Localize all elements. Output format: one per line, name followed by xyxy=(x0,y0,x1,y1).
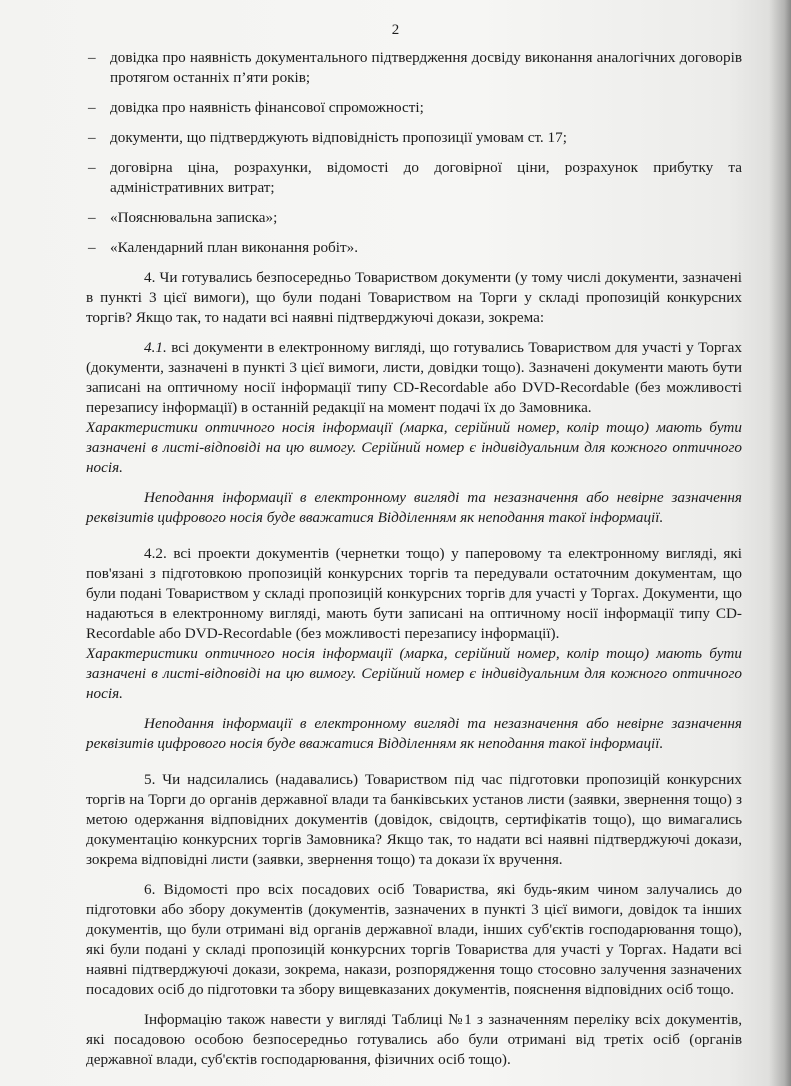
page-number: 2 xyxy=(391,22,400,38)
paragraph-4-2-warning: Неподання інформації в електронному вигляді та незазначення або невірне зазначення реквізитів цифрового носія буде вважатися Відділенням як неподання такої інформації. xyxy=(86,715,742,752)
list-item: – довідка про наявність документального підтвердження досвіду виконання аналогічних договорів протягом останніх п’яти років; xyxy=(88,49,742,86)
list-item: – договірна ціна, розрахунки, відомості до договірної ціни, розрахунок прибутку та адміністративних витрат; xyxy=(88,159,742,196)
subitem-number: 4.1. xyxy=(144,339,167,356)
list-item: – довідка про наявність фінансової спроможності; xyxy=(88,99,424,116)
list-item: – документи, що підтверджують відповідність пропозиції умовам ст. 17; xyxy=(88,129,567,146)
document-body xyxy=(86,48,742,1080)
dash-bullet: – xyxy=(88,129,96,146)
paragraph-table-note: Інформацію також навести у вигляді Таблиці №1 з зазначенням переліку всіх документів, які посадовою особою безпосередньо готувались або були отримані від третіх осіб (органів державної влади, суб'єктів господарювання, фізичних осіб тощо). xyxy=(86,1011,742,1068)
list-item: – «Календарний план виконання робіт». xyxy=(88,239,359,256)
dash-bullet: – xyxy=(88,99,96,116)
paragraph-4-2-media-note: Характеристики оптичного носія інформації (марка, серійний номер, колір тощо) мають бути зазначені в листі-відповіді на цю вимогу. Серійний номер є індивідуальним для кожного оптичного носія. xyxy=(86,645,742,702)
required-documents-list xyxy=(86,48,742,258)
dash-bullet: – xyxy=(88,239,96,256)
paragraph-4-1: 4.1. всі документи в електронному вигляді, що готувались Товариством для участі у Торгах (документи, зазначені в пункті 3 цієї вимоги, листи, довідки тощо). Зазначені документи мають бути записані на оптичному носії інформації типу CD-Recordable або DVD-Recordable (без можливості перезапису інформації) в останній редакції на момент подачі їх до Замовника. xyxy=(86,339,742,416)
paragraph-4-2: 4.2. всі проекти документів (чернетки тощо) у паперовому та електронному вигляді, які пов'язані з підготовкою пропозицій конкурсних торгів та передували остаточним документам, що були подані Товариством у складі пропозицій конкурсних торгів для участі у Торгах. Документи, що надаються в електронному вигляді, мають бути записані на оптичному носії інформації типу CD-Recordable або DVD-Recordable (без можливості перезапису інформації). xyxy=(86,545,742,642)
dash-bullet: – xyxy=(88,209,96,226)
paragraph-4-1-media-note: Характеристики оптичного носія інформації (марка, серійний номер, колір тощо) мають бути зазначені в листі-відповіді на цю вимогу. Серійний номер є індивідуальним для кожного оптичного носія. xyxy=(86,419,742,476)
page-edge-shadow xyxy=(769,0,791,1086)
paragraph-4: 4. Чи готувались безпосередньо Товариством документи (у тому числі документи, зазначені в пункті 3 цієї вимоги), що були подані Товариством на Торги у складі пропозицій конкурсних торгів? Якщо так, то надати всі наявні підтверджуючі докази, зокрема: xyxy=(86,269,742,326)
paragraph-5: 5. Чи надсилались (надавались) Товариством під час підготовки пропозицій конкурсних торгів на Торги до органів державної влади та банківських установ листи (заявки, звернення тощо) з метою одержання відповідних документів (довідок, свідоцтв, сертифікатів тощо), що вимагались документацію конкурсних торгів Замовника? Якщо так, то надати всі наявні підтверджуючі докази, зокрема відповідні листи (заявки, звернення тощо) та докази їх вручення. xyxy=(86,771,742,868)
dash-bullet: – xyxy=(88,159,96,176)
list-item: – «Пояснювальна записка»; xyxy=(88,209,278,226)
dash-bullet: – xyxy=(88,49,96,66)
paragraph-4-1-warning: Неподання інформації в електронному вигляді та незазначення або невірне зазначення реквізитів цифрового носія буде вважатися Відділенням як неподання такої інформації. xyxy=(86,489,742,526)
paragraph-6: 6. Відомості про всіх посадових осіб Товариства, які будь-яким чином залучались до підготовки або збору документів (документів, зазначених в пункті 3 цієї вимоги, довідок та інших документів, що були отримані від органів державної влади, інших суб'єктів господарювання тощо), які були подані у складі пропозицій конкурсних торгів Товариства для участі у Торгах. Надати всі наявні підтверджуючі докази, зокрема, накази, розпорядження тощо стосовно залучення зазначених посадових осіб до підготовки та збору вищевказаних документів, пояснення відповідних осіб тощо. xyxy=(86,881,742,998)
